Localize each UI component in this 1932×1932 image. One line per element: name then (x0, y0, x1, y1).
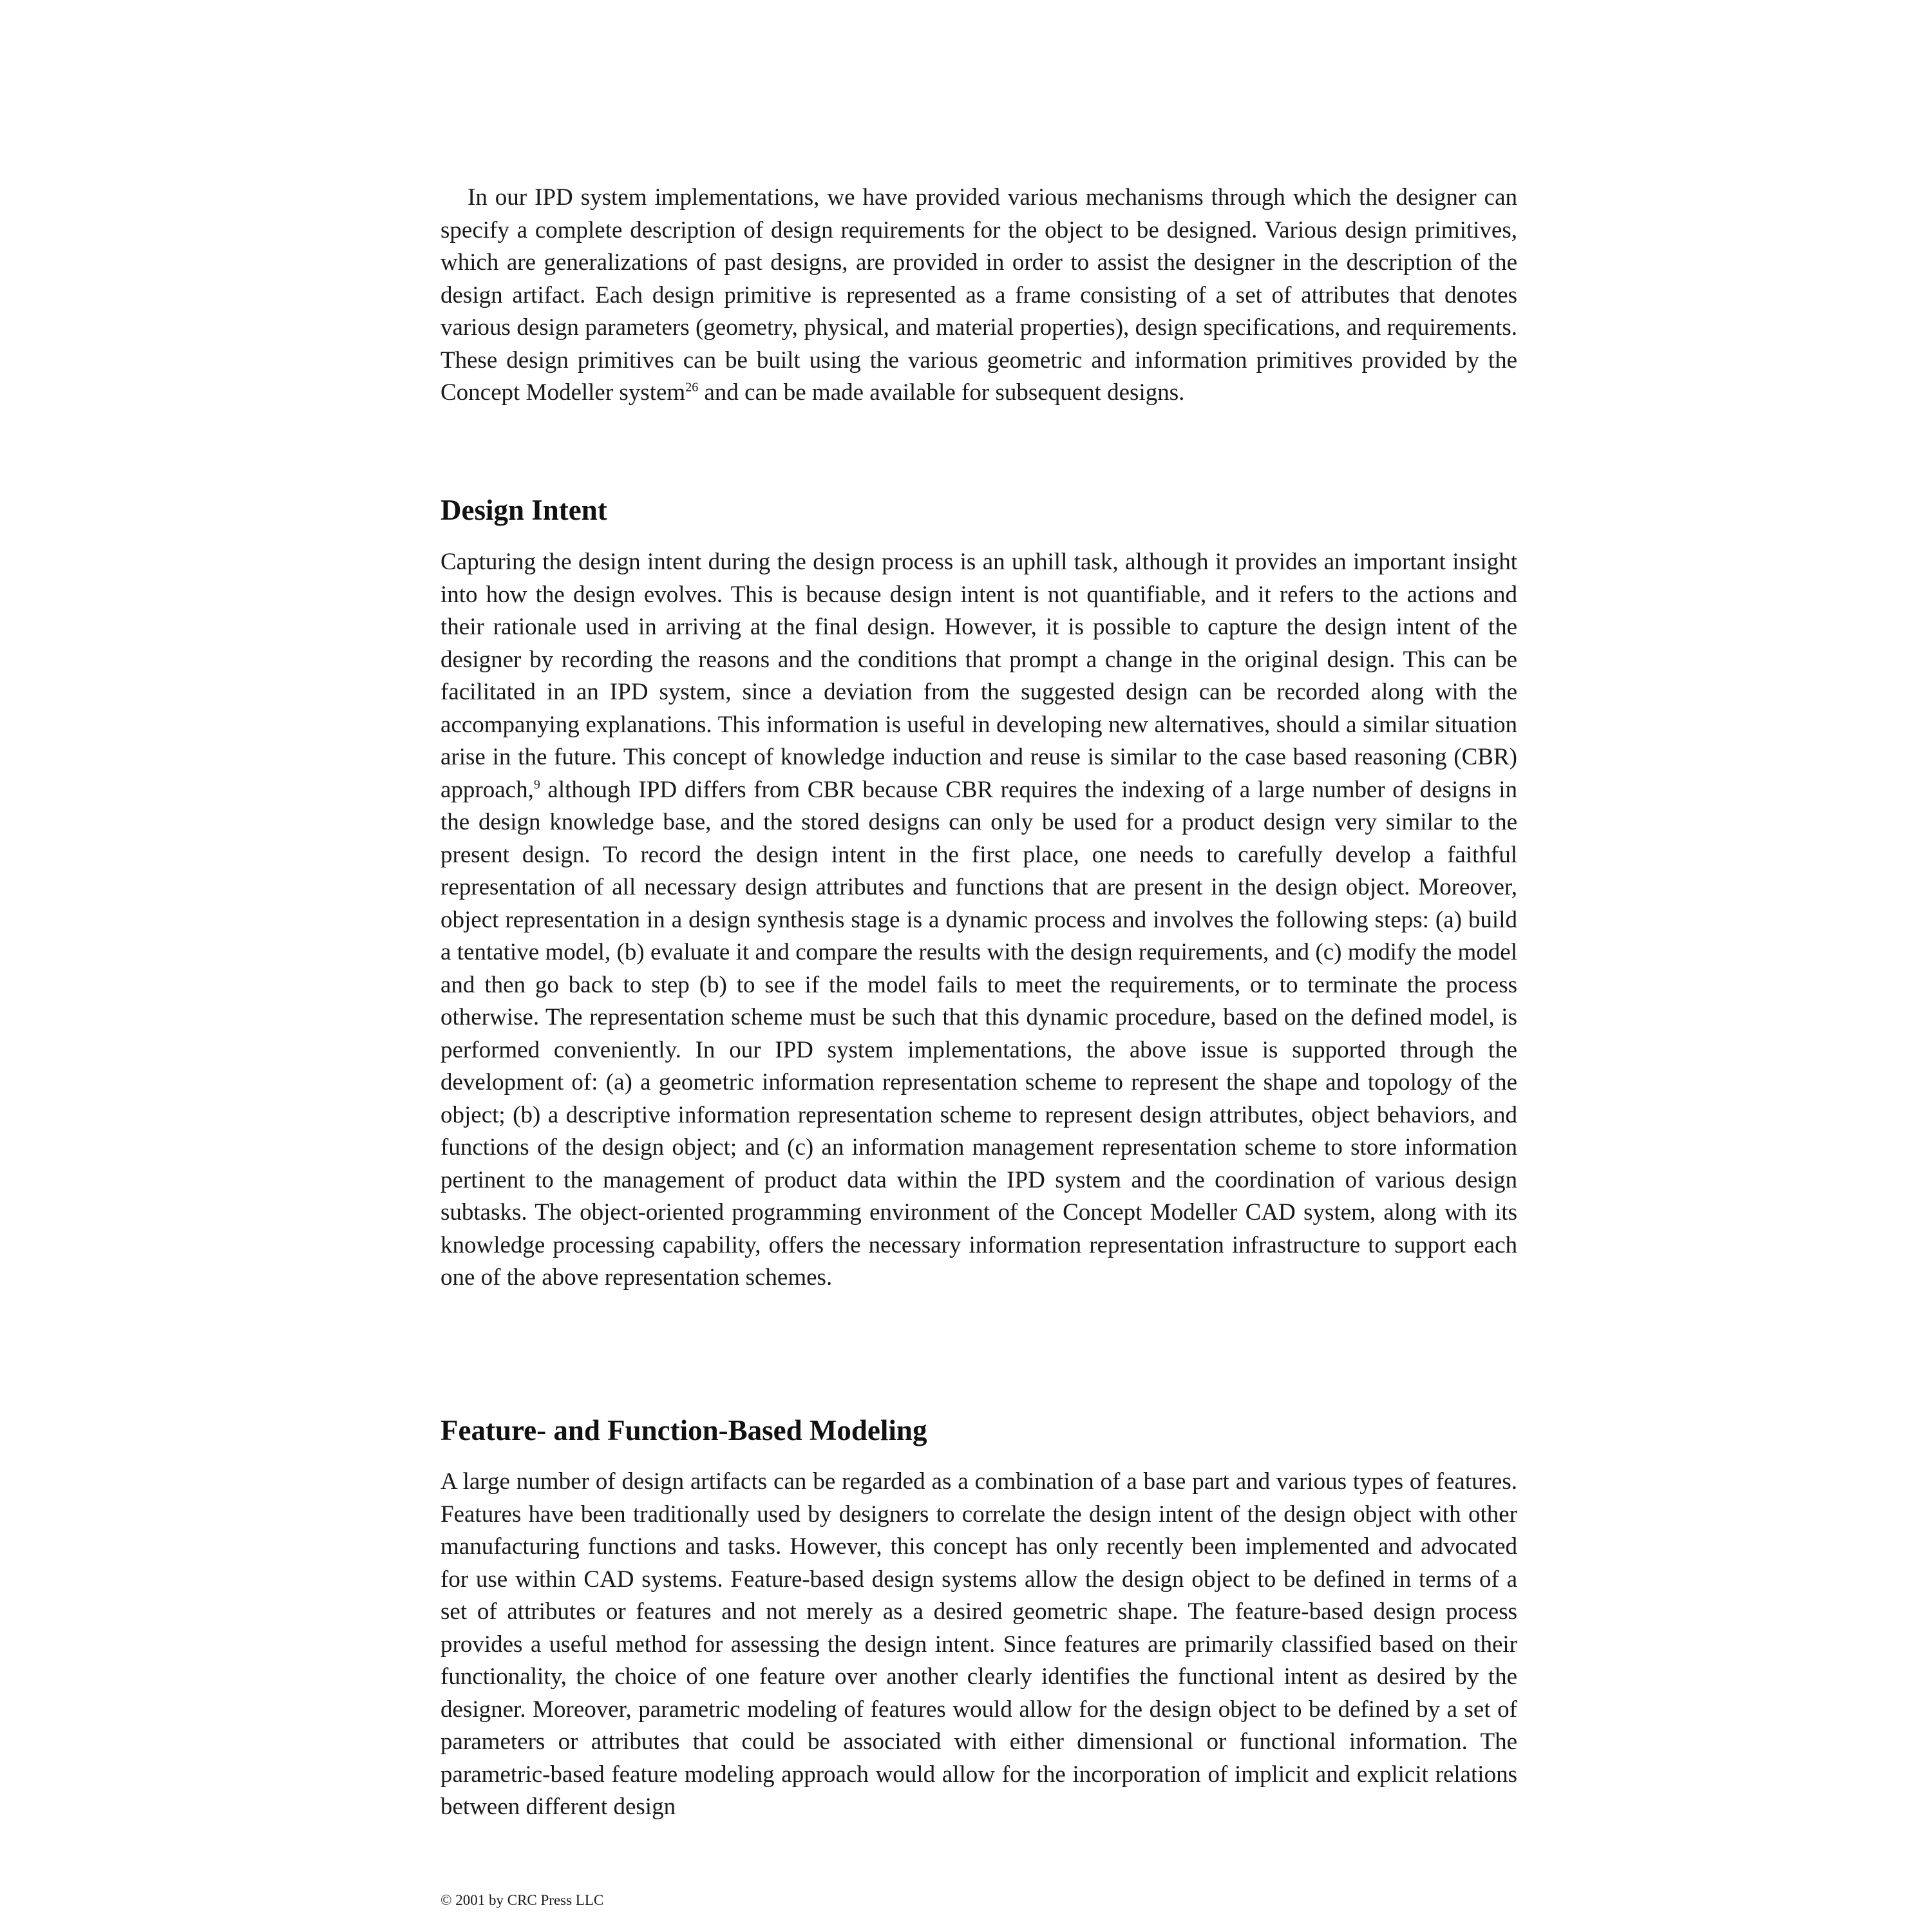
intro-paragraph-text-cont: and can be made available for subsequent designs. (698, 379, 1185, 406)
copyright-footer: © 2001 by CRC Press LLC (440, 1892, 604, 1908)
design-intent-text-cont: although IPD differs from CBR because CBR requires the indexing of a large number of designs in the design knowledge base, and the stored designs can only be used for a product design very similar to the present design. To record the design intent in the first place, one needs to carefully develop a faithful representation of all necessary design attributes and functions that are present in the design object. Moreover, object representation in a design synthesis stage is a dynamic process and involves the following steps: (a) build a tentative model, (b) evaluate it and compare the results with the design requirements, and (c) modify the model and then go back to step (b) to see if the model fails to meet the requirements, or to terminate the process otherwise. The representation scheme must be such that this dynamic procedure, based on the defined model, is performed conveniently. In our IPD system implementations, the above issue is supported through the development of: (a) a geometric information representation scheme to represent the shape and topology of the object; (b) a descriptive information representation scheme to represent design attributes, object behaviors, and functions of the design object; and (c) an information management representation scheme to store information pertinent to the management of product data within the IPD system and the coordination of various design subtasks. The object-oriented programming environment of the Concept Modeller CAD system, along with its knowledge processing capability, offers the necessary information representation infrastructure to support each one of the above representation schemes. (440, 776, 1517, 1291)
design-intent-paragraph (440, 546, 1517, 1294)
intro-paragraph (440, 182, 1517, 410)
feature-modeling-paragraph: A large number of design artifacts can be regarded as a combination of a base part and various types of features. Features have been traditionally used by designers to correlate the design intent of the design object with other manufacturing functions and tasks. However, this concept has only recently been implemented and advocated for use within CAD systems. Feature-based design systems allow the design object to be defined in terms of a set of attributes or features and not merely as a desired geometric shape. The feature-based design process provides a useful method for assessing the design intent. Since features are primarily classified based on their functionality, the choice of one feature over another clearly identifies the functional intent as desired by the designer. Moreover, parametric modeling of features would allow for the design object to be defined by a set of parameters or attributes that could be associated with either dimensional or functional information. The parametric-based feature modeling approach would allow for the incorporation of implicit and explicit relations between different design (440, 1468, 1517, 1820)
section-heading-feature-modeling: Feature- and Function-Based Modeling (440, 1414, 927, 1446)
intro-paragraph-text: In our IPD system implementations, we have provided various mechanisms through which the designer can specify a complete description of design requirements for the object to be designed. Various design primitives, which are generalizations of past designs, are provided in order to assist the designer in the description of the design artifact. Each design primitive is represented as a frame consisting of a set of attributes that denotes various design parameters (geometry, physical, and material properties), design specifications, and requirements. These design primitives can be built using the various geometric and information primitives provided by the Concept Modeller system (440, 184, 1517, 406)
section-heading-design-intent: Design Intent (440, 494, 607, 526)
citation-9: 9 (533, 777, 540, 792)
citation-26: 26 (685, 380, 699, 395)
design-intent-text: Capturing the design intent during the design process is an uphill task, although it provides an important insight into how the design evolves. This is because design intent is not quantifiable, and it refers to the actions and their rationale used in arriving at the final design. However, it is possible to capture the design intent of the designer by recording the reasons and the conditions that prompt a change in the original design. This can be facilitated in an IPD system, since a deviation from the suggested design can be recorded along with the accompanying explanations. This information is useful in developing new alternatives, should a similar situation arise in the future. This concept of knowledge induction and reuse is similar to the case based reasoning (CBR) approach, (440, 549, 1517, 803)
